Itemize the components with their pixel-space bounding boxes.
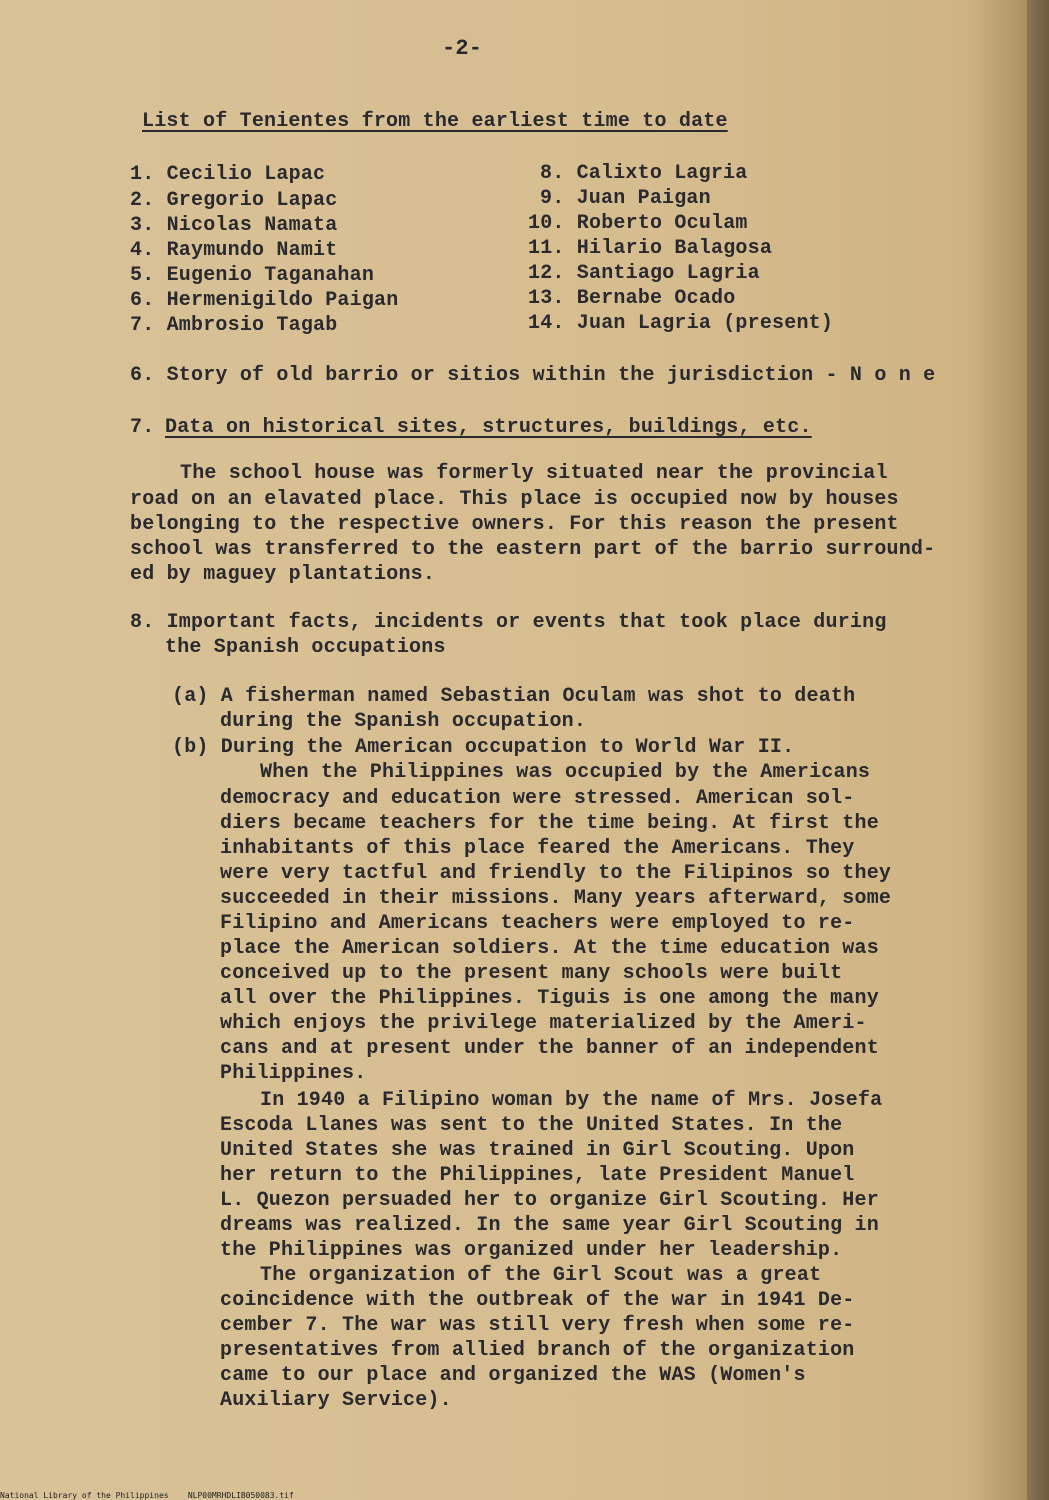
item-a-line-2: during the Spanish occupation. — [220, 710, 587, 733]
section-6: 6. Story of old barrio or sitios within the jurisdiction - N o n e — [130, 364, 936, 387]
text-line: L. Quezon persuaded her to organize Girl Scouting. Her — [220, 1189, 879, 1212]
section-7-number: 7. — [130, 416, 155, 439]
text-line: all over the Philippines. Tiguis is one among the many — [220, 987, 879, 1010]
list-item: 4. Raymundo Namit — [130, 239, 338, 262]
text-line: were very tactful and friendly to the Filipinos so they — [220, 862, 892, 885]
section-8-heading-line-1: 8. Important facts, incidents or events that took place during — [130, 611, 887, 634]
text-line: her return to the Philippines, late President Manuel — [220, 1164, 855, 1187]
text-line: Escoda Llanes was sent to the United States. In the — [220, 1114, 843, 1137]
text-line: which enjoys the privilege materialized by the Ameri- — [220, 1012, 867, 1035]
list-item: 5. Eugenio Taganahan — [130, 264, 375, 287]
list-item: 2. Gregorio Lapac — [130, 189, 338, 212]
list-item: 6. Hermenigildo Paigan — [130, 289, 399, 312]
text-line: inhabitants of this place feared the Americans. They — [220, 837, 855, 860]
tenientes-heading: List of Tenientes from the earliest time to date — [142, 110, 728, 133]
text-line: ed by maguey plantations. — [130, 563, 436, 586]
section-7-heading: Data on historical sites, structures, buildings, etc. — [165, 416, 812, 439]
list-item: 11. Hilario Balagosa — [528, 237, 773, 260]
text-line: democracy and education were stressed. American sol- — [220, 787, 855, 810]
section-8-heading-line-2: the Spanish occupations — [165, 636, 446, 659]
list-item: 3. Nicolas Namata — [130, 214, 338, 237]
text-line: road on an elavated place. This place is occupied now by houses — [130, 488, 899, 511]
text-line: conceived up to the present many schools were built — [220, 962, 843, 985]
book-binding-edge — [1027, 0, 1049, 1500]
list-item: 9. Juan Paigan — [540, 187, 711, 210]
text-line: school was transferred to the eastern part of the barrio surround- — [130, 538, 936, 561]
text-line: The school house was formerly situated near the provincial — [180, 462, 888, 485]
text-line: coincidence with the outbreak of the war in 1941 De- — [220, 1289, 855, 1312]
text-line: diers became teachers for the time being. At first the — [220, 812, 879, 835]
text-line: United States she was trained in Girl Scouting. Upon — [220, 1139, 855, 1162]
text-line: The organization of the Girl Scout was a great — [260, 1264, 822, 1287]
list-item: 8. Calixto Lagria — [540, 162, 748, 185]
list-item: 12. Santiago Lagria — [528, 262, 760, 285]
text-line: presentatives from allied branch of the organization — [220, 1339, 855, 1362]
item-a-line-1: (a) A fisherman named Sebastian Oculam was shot to death — [172, 685, 856, 708]
text-line: Philippines. — [220, 1062, 367, 1085]
text-line: When the Philippines was occupied by the Americans — [260, 761, 871, 784]
text-line: came to our place and organized the WAS (Women's — [220, 1364, 806, 1387]
page-number: -2- — [442, 36, 483, 61]
text-line: cans and at present under the banner of an independent — [220, 1037, 879, 1060]
text-line: Auxiliary Service). — [220, 1389, 452, 1412]
list-item: 1. Cecilio Lapac — [130, 163, 326, 186]
text-line: succeeded in their missions. Many years afterward, some — [220, 887, 892, 910]
list-item: 14. Juan Lagria (present) — [528, 312, 834, 335]
text-line: the Philippines was organized under her leadership. — [220, 1239, 843, 1262]
text-line: dreams was realized. In the same year Girl Scouting in — [220, 1214, 879, 1237]
list-item: 13. Bernabe Ocado — [528, 287, 736, 310]
list-item: 7. Ambrosio Tagab — [130, 314, 338, 337]
text-line: place the American soldiers. At the time education was — [220, 937, 879, 960]
text-line: In 1940 a Filipino woman by the name of Mrs. Josefa — [260, 1089, 883, 1112]
text-line: Filipino and Americans teachers were employed to re- — [220, 912, 855, 935]
text-line: belonging to the respective owners. For this reason the present — [130, 513, 899, 536]
text-line: cember 7. The war was still very fresh when some re- — [220, 1314, 855, 1337]
list-item: 10. Roberto Oculam — [528, 212, 748, 235]
archive-footer: National Library of the Philippines NLP00MRHDLIB050083.tif — [0, 1491, 294, 1500]
item-b-title: (b) During the American occupation to World War II. — [172, 736, 795, 759]
